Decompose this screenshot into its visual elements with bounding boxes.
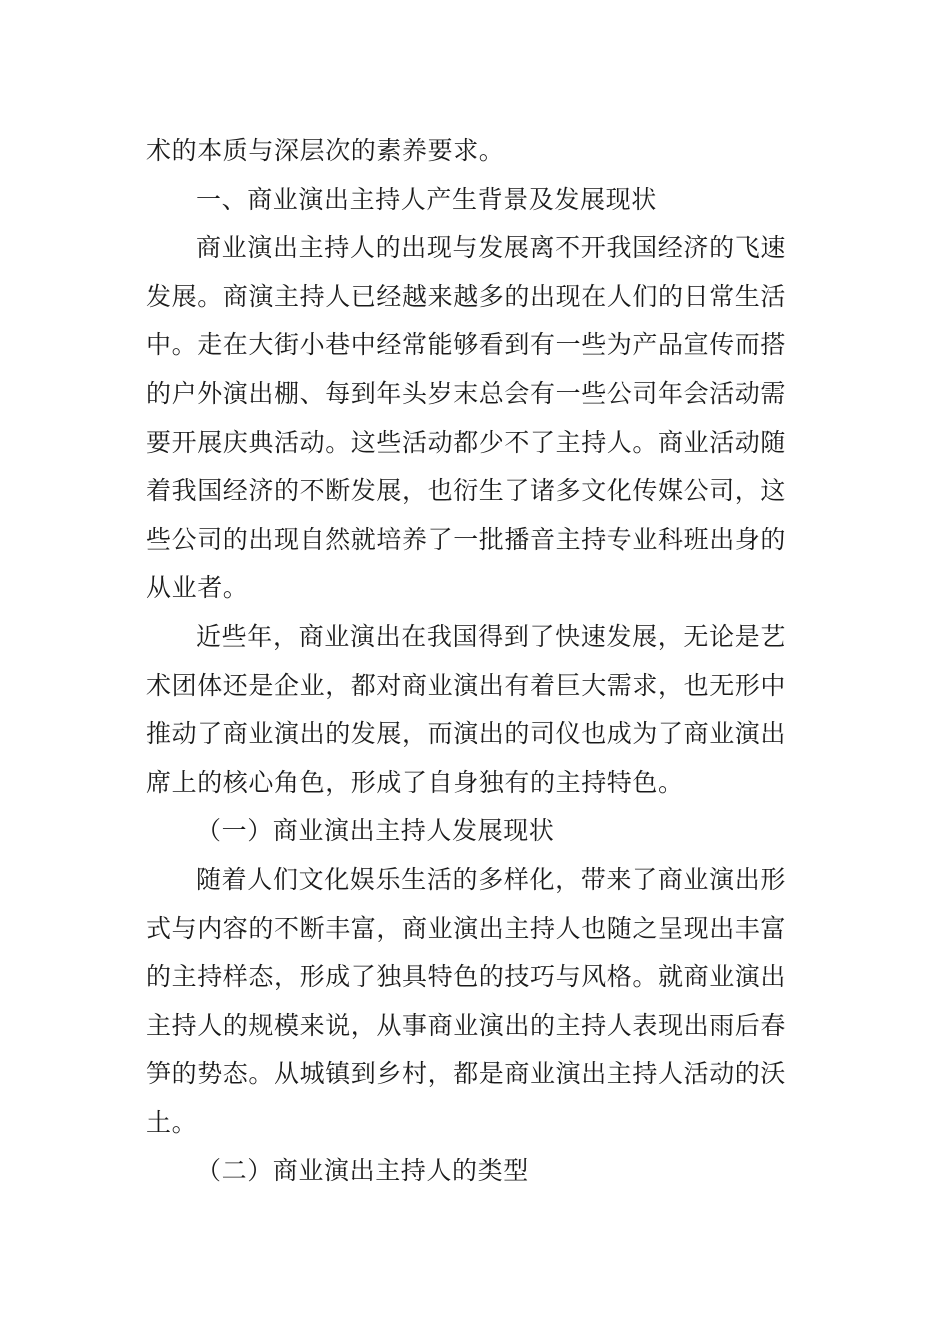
subsection-heading-1: （一）商业演出主持人发展现状	[196, 816, 555, 846]
paragraph-background: 商业演出主持人的出现与发展离不开我国经济的飞速发展。商演主持人已经越来越多的出现在人们的日常生活中。走在大街小巷中经常能够看到有一些为产品宣传而搭的户外演出棚、每到年头岁末总会有一些公司年会活动需要开展庆典活动。这些活动都少不了主持人。商业活动随着我国经济的不断发展，也衍生了诸多文化传媒公司，这些公司的出现自然就培养了一批播音主持专业科班出身的从业者。	[146, 233, 787, 603]
paragraph-development-status: 随着人们文化娱乐生活的多样化，带来了商业演出形式与内容的不断丰富，商业演出主持人也随之呈现出丰富的主持样态，形成了独具特色的技巧与风格。就商业演出主持人的规模来说，从事商业演出的主持人表现出雨后春笋的势态。从城镇到乡村，都是商业演出主持人活动的沃土。	[146, 864, 787, 1137]
document-body	[146, 127, 786, 1196]
subsection-heading-2: （二）商业演出主持人的类型	[196, 1156, 529, 1186]
paragraph-continuation: 术的本质与深层次的素养要求。	[146, 136, 505, 165]
section-heading-1: 一、商业演出主持人产生背景及发展现状	[196, 184, 657, 214]
paragraph-recent-years: 近些年，商业演出在我国得到了快速发展，无论是艺术团体还是企业，都对商业演出有着巨大需求，也无形中推动了商业演出的发展，而演出的司仪也成为了商业演出席上的核心角色，形成了自身独有的主持特色。	[146, 621, 787, 797]
